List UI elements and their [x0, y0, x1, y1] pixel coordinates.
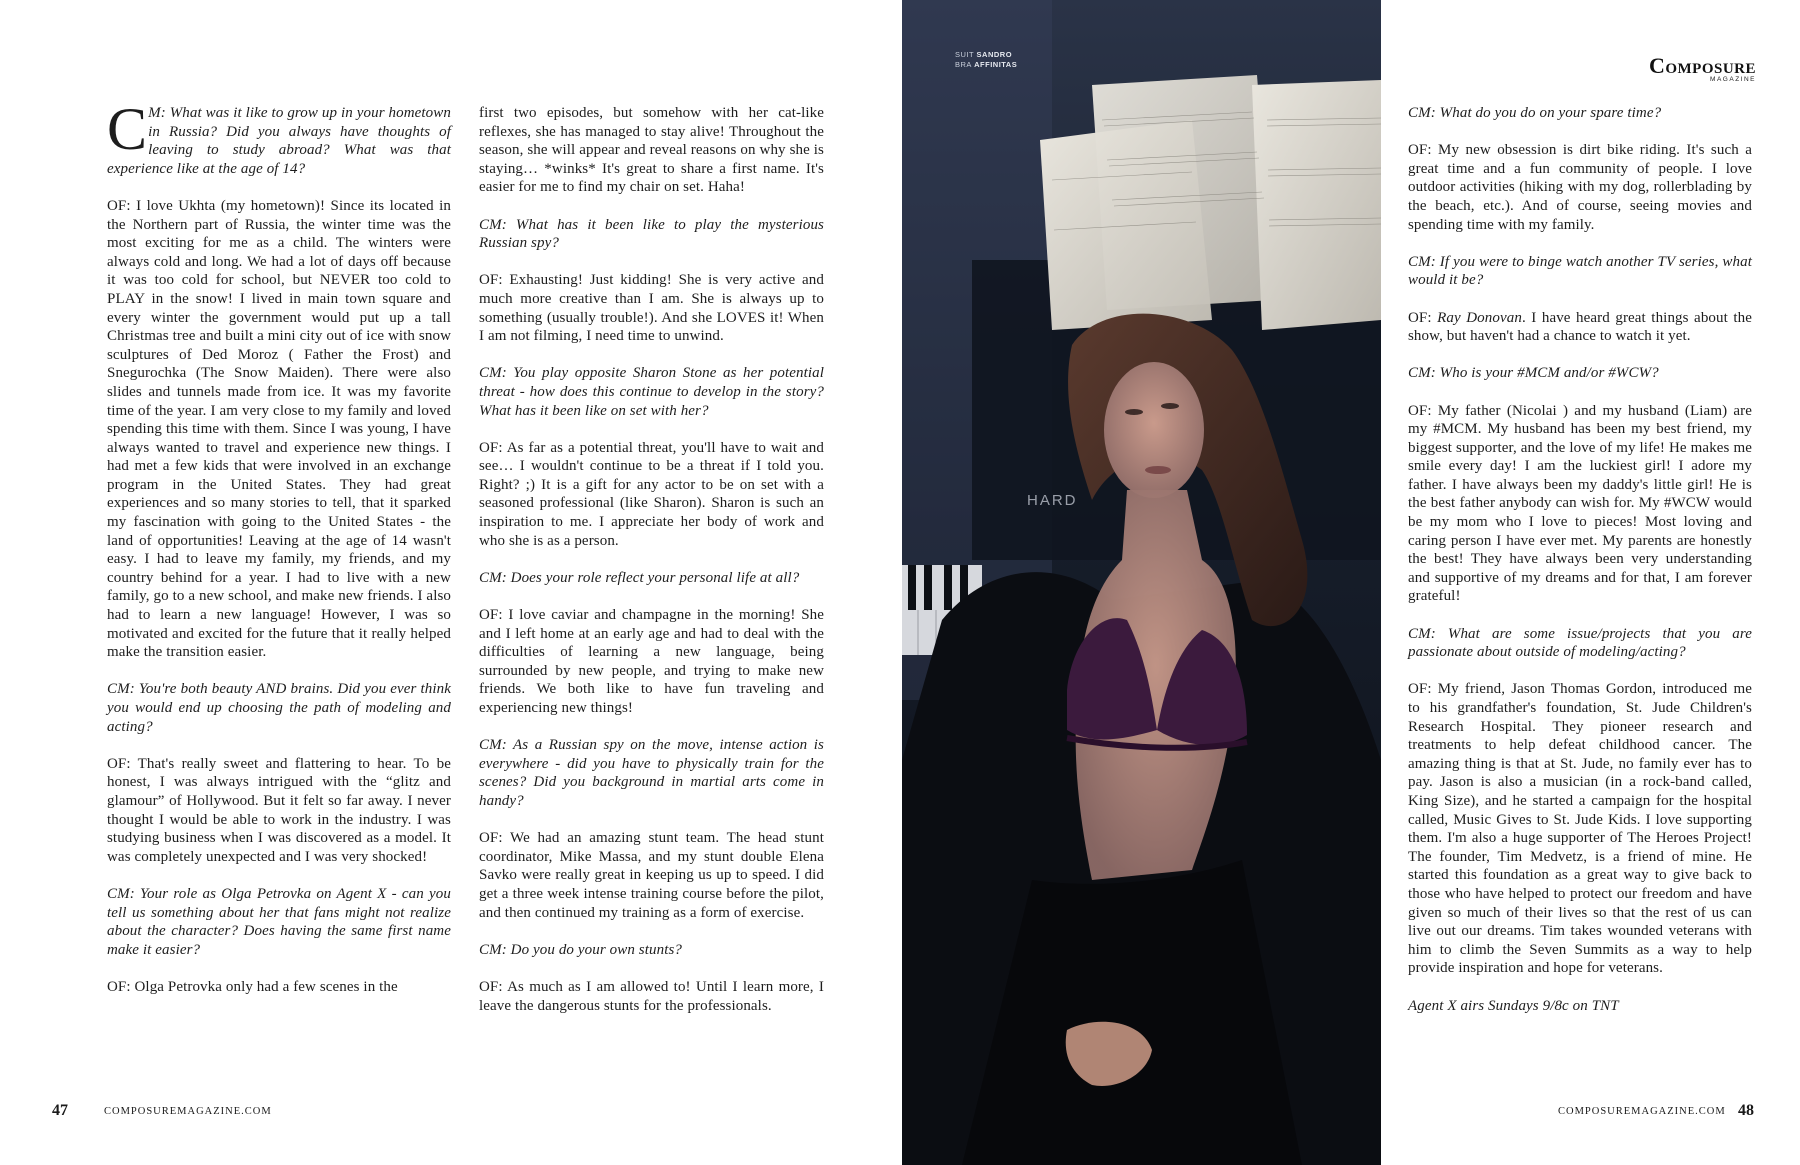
- credit-suit: [955, 50, 1017, 60]
- photo-credits: [955, 50, 1017, 70]
- answer-paragraph: OF: As much as I am allowed to! Until I learn more, I leave the dangerous stunts for the professionals.: [479, 978, 824, 1014]
- question-paragraph: CM: What has it been like to play the mysterious Russian spy?: [479, 216, 824, 252]
- question-paragraph: CM: Do you do your own stunts?: [479, 941, 682, 958]
- brand-name: Composure: [1648, 53, 1756, 78]
- question-paragraph: CM: As a Russian spy on the move, intense action is everywhere - did you have to physically train for the scenes? Did you background in martial arts come in handy?: [479, 737, 824, 809]
- credit-label: SUIT: [955, 50, 974, 59]
- article-column-3: [1408, 104, 1752, 1015]
- credit-value: AFFINITAS: [974, 60, 1018, 69]
- drop-cap: C: [107, 96, 148, 162]
- answer-paragraph: OF: That's really sweet and flattering to hear. To be honest, I was always intrigued with the “glitz and glamour” of Hollywood. But it felt so far away. I never thought I would be able to work in the industry. I was studying business when I was discovered as a model. It was completely unexpected and I was very shocked!: [107, 755, 451, 865]
- show-title: Ray Donovan: [1437, 309, 1522, 326]
- page-number-right: 48: [1738, 1102, 1754, 1119]
- answer-text: . I have heard great things about the show, but haven't had a chance to watch it yet.: [1408, 309, 1752, 345]
- article-column-2: [479, 104, 824, 1015]
- credit-label: BRA: [955, 60, 972, 69]
- answer-paragraph: OF: My friend, Jason Thomas Gordon, introduced me to his grandfather's foundation, St. Jude Children's Research Hospital. They pioneer research and treatments to help defeat childhood cancer. The amazing thing is that at St. Jude, no family ever has to pay. Jason is also a musician (in a rock-band called, King Size), and he started a campaign for the hospital called, Music Gives to St. Jude Kids. I love supporting them. I'm also a huge supporter of The Heroes Project! The founder, Tim Medvetz, is a friend of mine. He started this foundation as a great way to give back to those who have helped to protect our freedom and have given so much of their lives so that the rest of us can live out our dreams. Tim takes wounded veterans with him to climb the Seven Summits as a way to help provide inspiration and hope for veterans.: [1408, 681, 1752, 977]
- answer-paragraph: OF: We had an amazing stunt team. The head stunt coordinator, Mike Massa, and my stunt double Elena Savko were really great in keeping us up to speed. I did get a three week intense training course before the pilot, and then continued my training as a form of exercise.: [479, 830, 824, 921]
- answer-paragraph: OF: My new obsession is dirt bike riding. It's such a great time and a fun community of people. I love outdoor activities (hiking with my dog, rollerblading by the beach, etc.). And of course, seeing movies and spending time with my family.: [1408, 142, 1752, 233]
- answer-paragraph: OF: I love Ukhta (my hometown)! Since its located in the Northern part of Russia, the winter time was the most exciting for me as a child. The winters were always cold and long. We had a lot of days off because it was too cold for school, but NEVER too cold to PLAY in the snow! I lived in main town square and every winter the government would put up a tall Christmas tree and built a mini city out of ice with snow sculptures of Ded Moroz ( Father the Frost) and Snegurochka (The Snow Maiden). There were also slides and tunnels made from ice. It was my favorite time of the year. I am very close to my family and loved spending this time with them. Since I was young, I have always wanted to travel and experience new things. I had met a few kids that were involved in an exchange program in the United States. They had great experiences and so many stories to tell, that it sparked my fascination with going to the United States - the land of opportunities! Leaving at the age of 14 wasn't easy. I had to leave my family, my friends, and my country behind for a year. I had to live with a new family, go to a new school, and make new friends. I also had to learn a new language! However, I was so motivated and excited for the future that it really helped make the transition easier.: [107, 197, 451, 661]
- masthead-logo: [1610, 55, 1756, 83]
- answer-paragraph: OF: My father (Nicolai ) and my husband (Liam) are my #MCM. My husband has been my best friend, my biggest supporter, and the love of my life! He makes me smile every day! I am the luckiest girl! I adore my father. I have always been my daddy's little girl! He is the best father anybody can wish for. My #WCW would be my mom who I love to pieces! Most loving and caring person I have ever met. My parents are honestly the best! They have always been very understanding and supportive of my dreams and for that, I am forever grateful!: [1408, 402, 1752, 605]
- article-column-1: [107, 96, 451, 997]
- question-paragraph: CM: You play opposite Sharon Stone as her potential threat - how does this continue to develop in the story? What has it been like on set with her?: [479, 365, 824, 419]
- answer-paragraph: OF: Exhausting! Just kidding! She is very active and much more creative than I am. She is always up to something (usually trouble!). And she LOVES it! When I am not filming, I need time to unwind.: [479, 272, 824, 345]
- question-text: M: What was it like to grow up in your hometown in Russia? Did you always have thoughts of leaving to study abroad? What was that experience like at the age of 14?: [107, 105, 451, 177]
- portrait-photo: [902, 0, 1381, 1165]
- answer-paragraph: OF: Olga Petrovka only had a few scenes in the: [107, 978, 398, 995]
- website-url-left: COMPOSUREMAGAZINE.COM: [104, 1106, 272, 1117]
- question-paragraph: [107, 96, 451, 178]
- answer-paragraph: [1408, 309, 1752, 346]
- credit-bra: [955, 60, 1017, 70]
- question-paragraph: CM: What do you do on your spare time?: [1408, 105, 1662, 121]
- question-paragraph: CM: You're both beauty AND brains. Did you ever think you would end up choosing the path of modeling and acting?: [107, 681, 451, 735]
- answer-paragraph: first two episodes, but somehow with her cat-like reflexes, she has managed to stay alive! Throughout the season, she will appear and reveal reasons on why she is staying… *winks* It's great to share a first name. It's easier for me to find my chair on set. Haha!: [479, 105, 824, 196]
- page-number-left: 47: [52, 1102, 68, 1119]
- question-paragraph: CM: If you were to binge watch another TV series, what would it be?: [1408, 253, 1752, 289]
- question-paragraph: CM: Does your role reflect your personal life at all?: [479, 569, 800, 586]
- question-paragraph: CM: Your role as Olga Petrovka on Agent X - can you tell us something about her that fans might not realize about the character? Does having the same first name make it easier?: [107, 885, 451, 958]
- question-paragraph: CM: Who is your #MCM and/or #WCW?: [1408, 365, 1659, 382]
- answer-prefix: OF:: [1408, 309, 1438, 326]
- answer-paragraph: OF: As far as a potential threat, you'll have to wait and see… I wouldn't continue to be a threat if I told you. Right? ;) It is a gift for any actor to be on set with a seasoned professional (like Sharon). Sharon is such an inspiration to me. I appreciate her body of work and who she is as a person.: [479, 439, 824, 549]
- website-url-right: COMPOSUREMAGAZINE.COM: [1558, 1106, 1726, 1117]
- credit-value: SANDRO: [976, 50, 1013, 59]
- answer-paragraph: OF: I love caviar and champagne in the morning! She and I left home at an early age and had to deal with the difficulties of learning a new language, being surrounded by new people, and trying to make new friends. We both like to have fun traveling and experiencing new things!: [479, 607, 824, 716]
- photo-illustration: [902, 0, 1381, 1165]
- airtime-note: Agent X airs Sundays 9/8c on TNT: [1408, 997, 1619, 1014]
- brand-subtitle: MAGAZINE: [1710, 76, 1756, 83]
- piano-brand: HARD: [1027, 492, 1078, 509]
- question-paragraph: CM: What are some issue/projects that you are passionate about outside of modeling/acting?: [1408, 625, 1752, 661]
